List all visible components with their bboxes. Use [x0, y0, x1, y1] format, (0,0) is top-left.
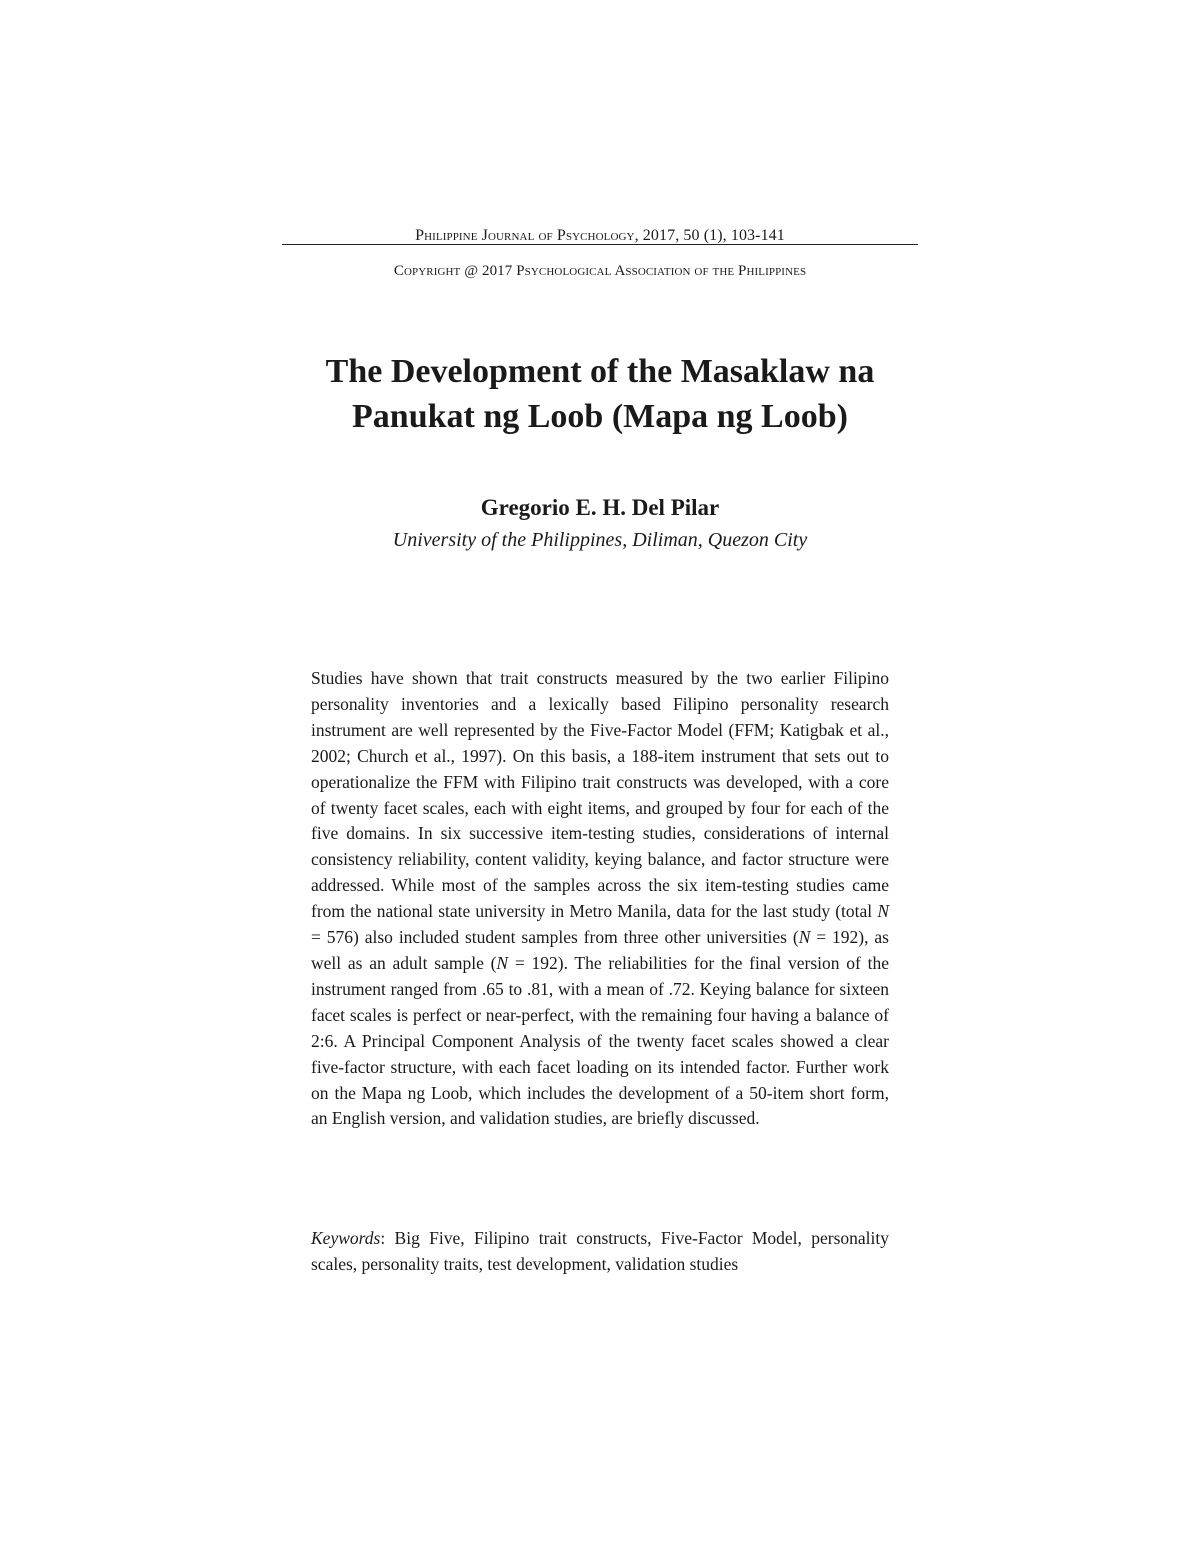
- journal-citation: Philippine Journal of Psychology, 2017, 50 (1), 103-141: [415, 227, 785, 244]
- sample-size-symbol: N: [798, 927, 811, 948]
- author-affiliation: University of the Philippines, Diliman, Quezon City: [392, 529, 808, 551]
- keywords: [311, 1225, 889, 1277]
- sample-size-symbol: N: [496, 952, 509, 973]
- abstract: [311, 666, 889, 1132]
- abstract-text-part-3: = 192), as well as an adult sample (: [311, 927, 889, 973]
- article-title: [200, 349, 1000, 439]
- header-divider: [282, 244, 918, 245]
- keywords-separator: :: [380, 1228, 395, 1248]
- abstract-text-part-4: = 192). The reliabilities for the final version of the instrument ranged from .65 to .81, with a mean of .72. Keying balance for sixteen facet scales is perfect or near-perfect, with the remaining four having a balance of 2:6. A Principal Component Analysis of the twenty facet scales showed a clear five-factor structure, with each facet loading on its intended factor. Further work on the Mapa ng Loob, which includes the development of a 50-item short form, an English version, and validation studies, are briefly discussed.: [311, 952, 889, 1129]
- copyright-notice: Copyright @ 2017 Psychological Association of the Philippines: [393, 263, 807, 279]
- abstract-text-part-2: = 576) also included student samples from three other universities (: [311, 927, 799, 948]
- sample-size-symbol: N: [877, 901, 889, 922]
- article-title-line-1: The Development of the Masaklaw na: [325, 353, 875, 390]
- abstract-text-part-1: Studies have shown that trait constructs measured by the two earlier Filipino personality inventories and a lexically based Filipino personality research instrument are well represented by the Five-Factor Model (FFM; Katigbak et al., 2002; Church et al., 1997). On this basis, a 188-item instrument that sets out to operationalize the FFM with Filipino trait constructs was developed, with a core of twenty facet scales, each with eight items, and grouped by four for each of the five domains. In six successive item-testing studies, considerations of internal consistency reliability, content validity, keying balance, and factor structure were addressed. While most of the samples across the six item-testing studies came from the national state university in Metro Manila, data for the last study (total: [311, 668, 889, 922]
- keywords-list: Big Five, Filipino trait constructs, Five-Factor Model, personality scales, personality traits, test development, validation studies: [311, 1228, 889, 1274]
- author-name: Gregorio E. H. Del Pilar: [480, 495, 720, 520]
- article-title-line-2: Panukat ng Loob (Mapa ng Loob): [352, 398, 848, 435]
- keywords-label: Keywords: [311, 1228, 381, 1248]
